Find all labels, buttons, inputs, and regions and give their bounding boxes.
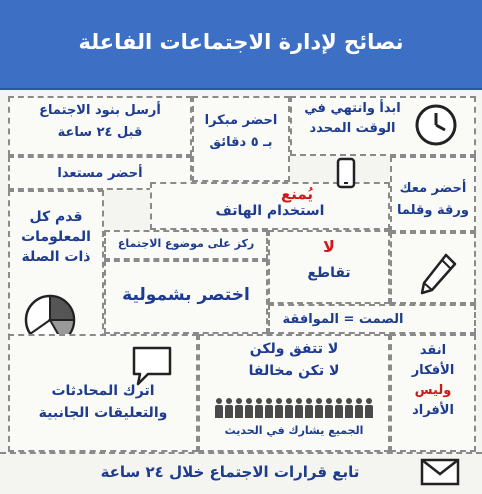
tip-arrive-early-line2: بـ ٥ دقائق [209, 135, 273, 150]
tip-everyone-shares-text: الجميع يشارك في الحديث [224, 424, 364, 437]
footer-text: تابع قرارات الاجتماع خلال ٢٤ ساعة [100, 463, 360, 481]
tip-critique-line2: الأفكار [411, 363, 455, 378]
tip-critique-line4: الأفراد [412, 403, 454, 418]
tip-no-phone-prefix: يُمنع [280, 185, 314, 203]
clock-icon [412, 101, 460, 153]
pencil-icon [418, 252, 458, 300]
tip-send-agenda-line1: أرسل بنود الاجتماع [39, 103, 161, 118]
page-title: نصائح لإدارة الاجتماعات الفاعلة [78, 30, 404, 54]
tip-critique-line3: وليس [414, 383, 452, 398]
tip-start-end-line2: الوقت المحدد [309, 121, 396, 136]
tip-all-info-line2: المعلومات [21, 229, 91, 245]
tip-no-phone-text: استخدام الهاتف [215, 203, 325, 219]
tip-disagree-line2: لا تكن مخالفا [248, 363, 340, 379]
tip-start-end-line1: ابدأ وانتهي في [304, 101, 401, 116]
tip-arrive-early-line1: احضر مبكرا [204, 113, 278, 128]
tip-all-info-line3: ذات الصلة [21, 249, 91, 265]
tip-send-agenda-line2: قبل ٢٤ ساعة [57, 125, 143, 140]
tip-silence-text: الصمت = الموافقة [282, 312, 404, 327]
people-icon [208, 398, 380, 420]
tip-focus-text: ركز على موضوع الاجتماع [117, 237, 255, 250]
tip-side-talk-line1: اترك المحادثات [51, 383, 155, 399]
tip-disagree-line1: لا تتفق ولكن [249, 341, 339, 357]
phone-icon [336, 157, 356, 193]
tip-side-talk-line2: والتعليقات الجانبية [38, 405, 168, 421]
tip-no-interrupt-text: تقاطع [307, 265, 351, 281]
tip-summarize-text: اختصر بشمولية [122, 285, 250, 305]
tip-come-prepared-text: أحضر مستعدا [57, 166, 143, 181]
header-banner [0, 0, 482, 90]
tip-critique-line1: انقد [419, 343, 447, 358]
tip-no-interrupt-prefix: لا [323, 237, 335, 256]
tip-all-info-line1: قدم كل [29, 209, 83, 225]
tip-bring-paper-line1: أحضر معك [399, 181, 467, 196]
envelope-icon [420, 458, 460, 490]
tip-bring-paper-line2: ورقة وقلما [397, 203, 469, 218]
